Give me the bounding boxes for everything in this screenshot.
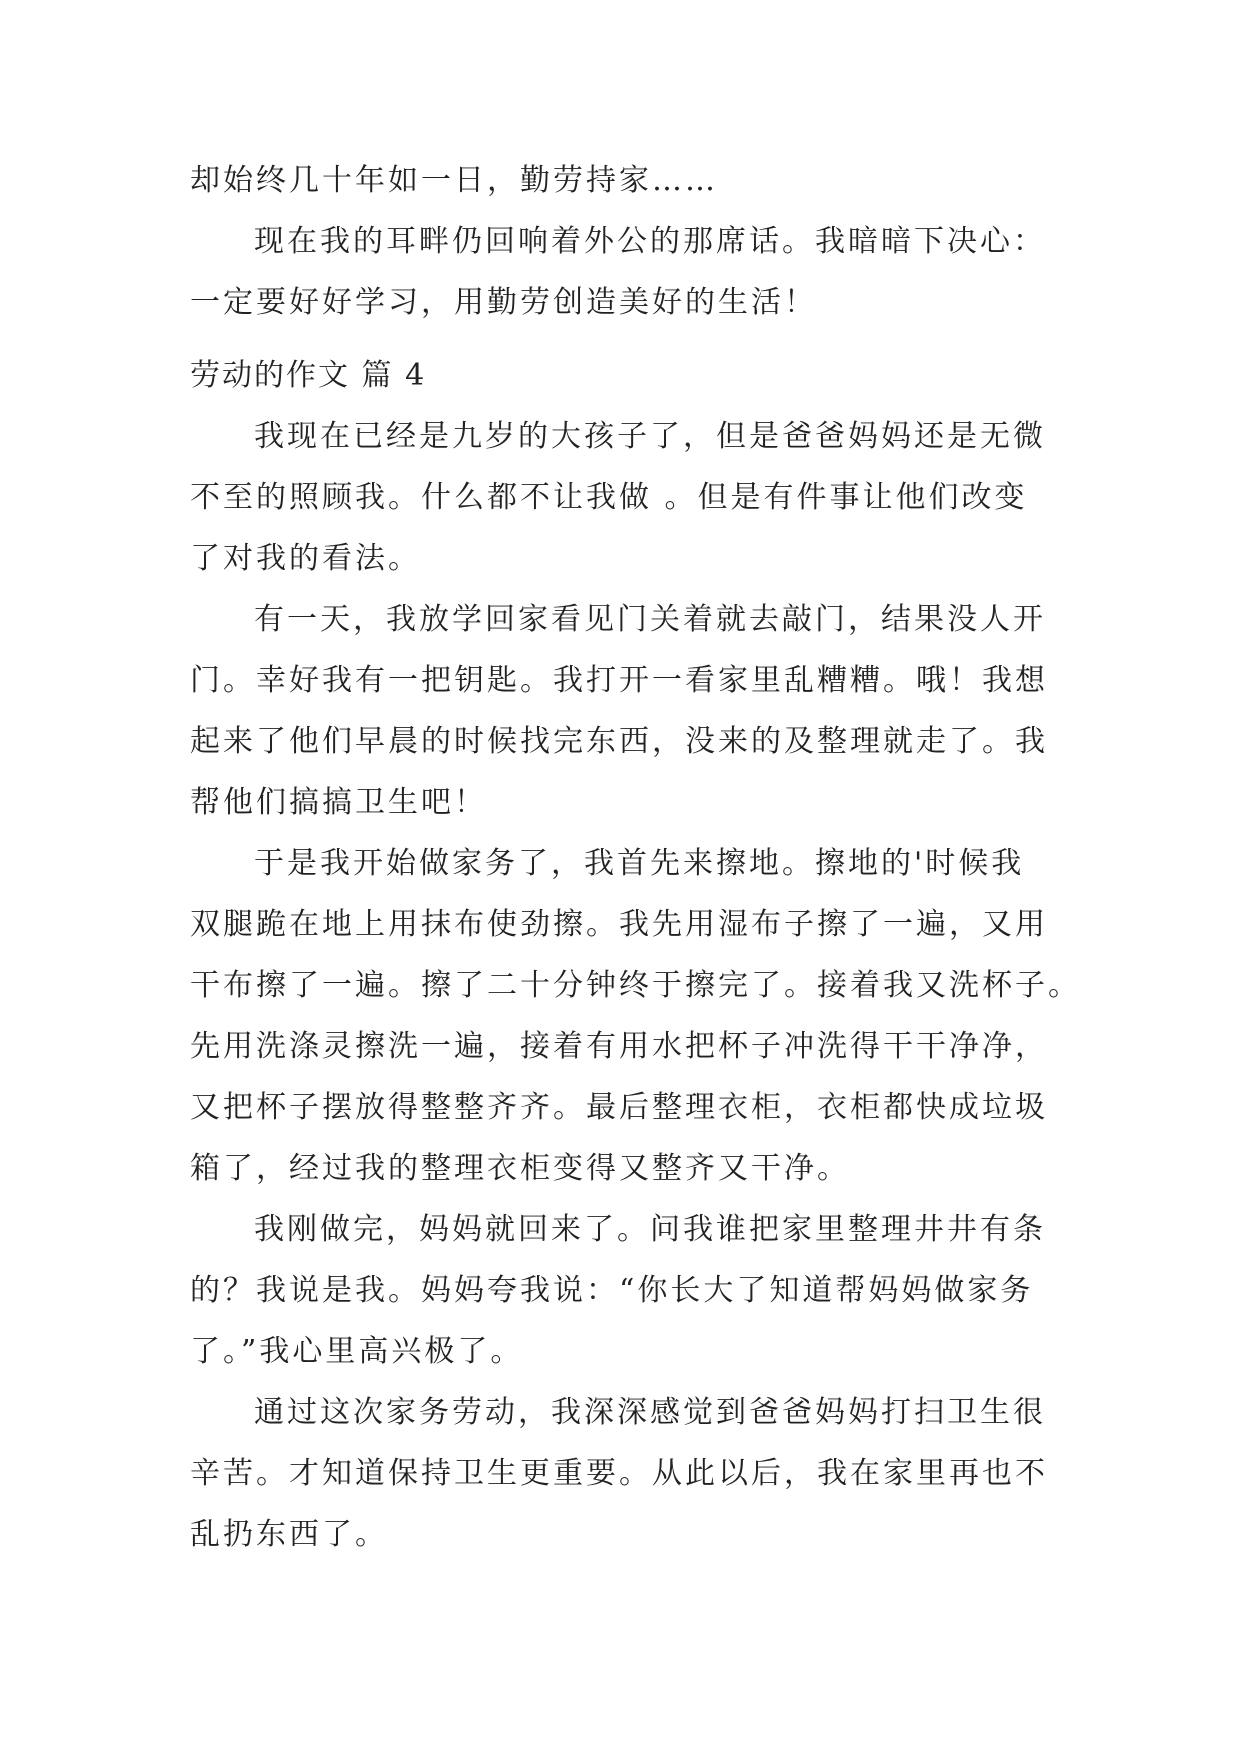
paragraph-line: 有一天，我放学回家看见门关着就去敲门，结果没人开	[254, 602, 1046, 637]
paragraph-line: 我现在已经是九岁的大孩子了，但是爸爸妈妈还是无微	[254, 419, 1046, 454]
paragraph-line: 乱扔东西了。	[190, 1517, 388, 1552]
paragraph-line: 帮他们搞搞卫生吧！	[190, 785, 487, 820]
essay-heading: 劳动的作文 篇 4	[190, 358, 427, 393]
paragraph-line: 一定要好好学习，用勤劳创造美好的生活！	[190, 285, 817, 320]
paragraph-line: 于是我开始做家务了，我首先来擦地。擦地的'时候我	[254, 846, 1025, 881]
paragraph-line: 又把杯子摆放得整整齐齐。最后整理衣柜，衣柜都快成垃圾	[190, 1090, 1048, 1125]
paragraph-line: 却始终几十年如一日，勤劳持家……	[190, 163, 718, 198]
paragraph-line: 干布擦了一遍。擦了二十分钟终于擦完了。接着我又洗杯子。	[190, 968, 1081, 1003]
paragraph-line: 我刚做完，妈妈就回来了。问我谁把家里整理井井有条	[254, 1212, 1046, 1247]
previous-essay-ending	[190, 150, 1060, 333]
paragraph-line: 的？我说是我。妈妈夸我说：“你长大了知道帮妈妈做家务	[190, 1273, 1034, 1308]
paragraph-line: 双腿跪在地上用抹布使劲擦。我先用湿布子擦了一遍，又用	[190, 907, 1048, 942]
paragraph-line: 门。幸好我有一把钥匙。我打开一看家里乱糟糟。哦！我想	[190, 663, 1048, 698]
paragraph-line: 先用洗涤灵擦洗一遍，接着有用水把杯子冲洗得干干净净，	[190, 1029, 1048, 1064]
paragraph-line: 不至的照顾我。什么都不让我做 。但是有件事让他们改变	[190, 480, 1028, 515]
paragraph-line: 了对我的看法。	[190, 541, 421, 576]
paragraph-line: 箱了，经过我的整理衣柜变得又整齐又干净。	[190, 1151, 850, 1186]
paragraph-line: 起来了他们早晨的时候找完东西，没来的及整理就走了。我	[190, 724, 1048, 759]
paragraph-line: 了。”我心里高兴极了。	[190, 1334, 524, 1369]
essay-section	[190, 345, 1081, 1565]
paragraph-line: 通过这次家务劳动，我深深感觉到爸爸妈妈打扫卫生很	[254, 1395, 1046, 1430]
paragraph-line: 现在我的耳畔仍回响着外公的那席话。我暗暗下决心：	[254, 224, 1046, 259]
paragraph-line: 辛苦。才知道保持卫生更重要。从此以后，我在家里再也不	[190, 1456, 1048, 1491]
